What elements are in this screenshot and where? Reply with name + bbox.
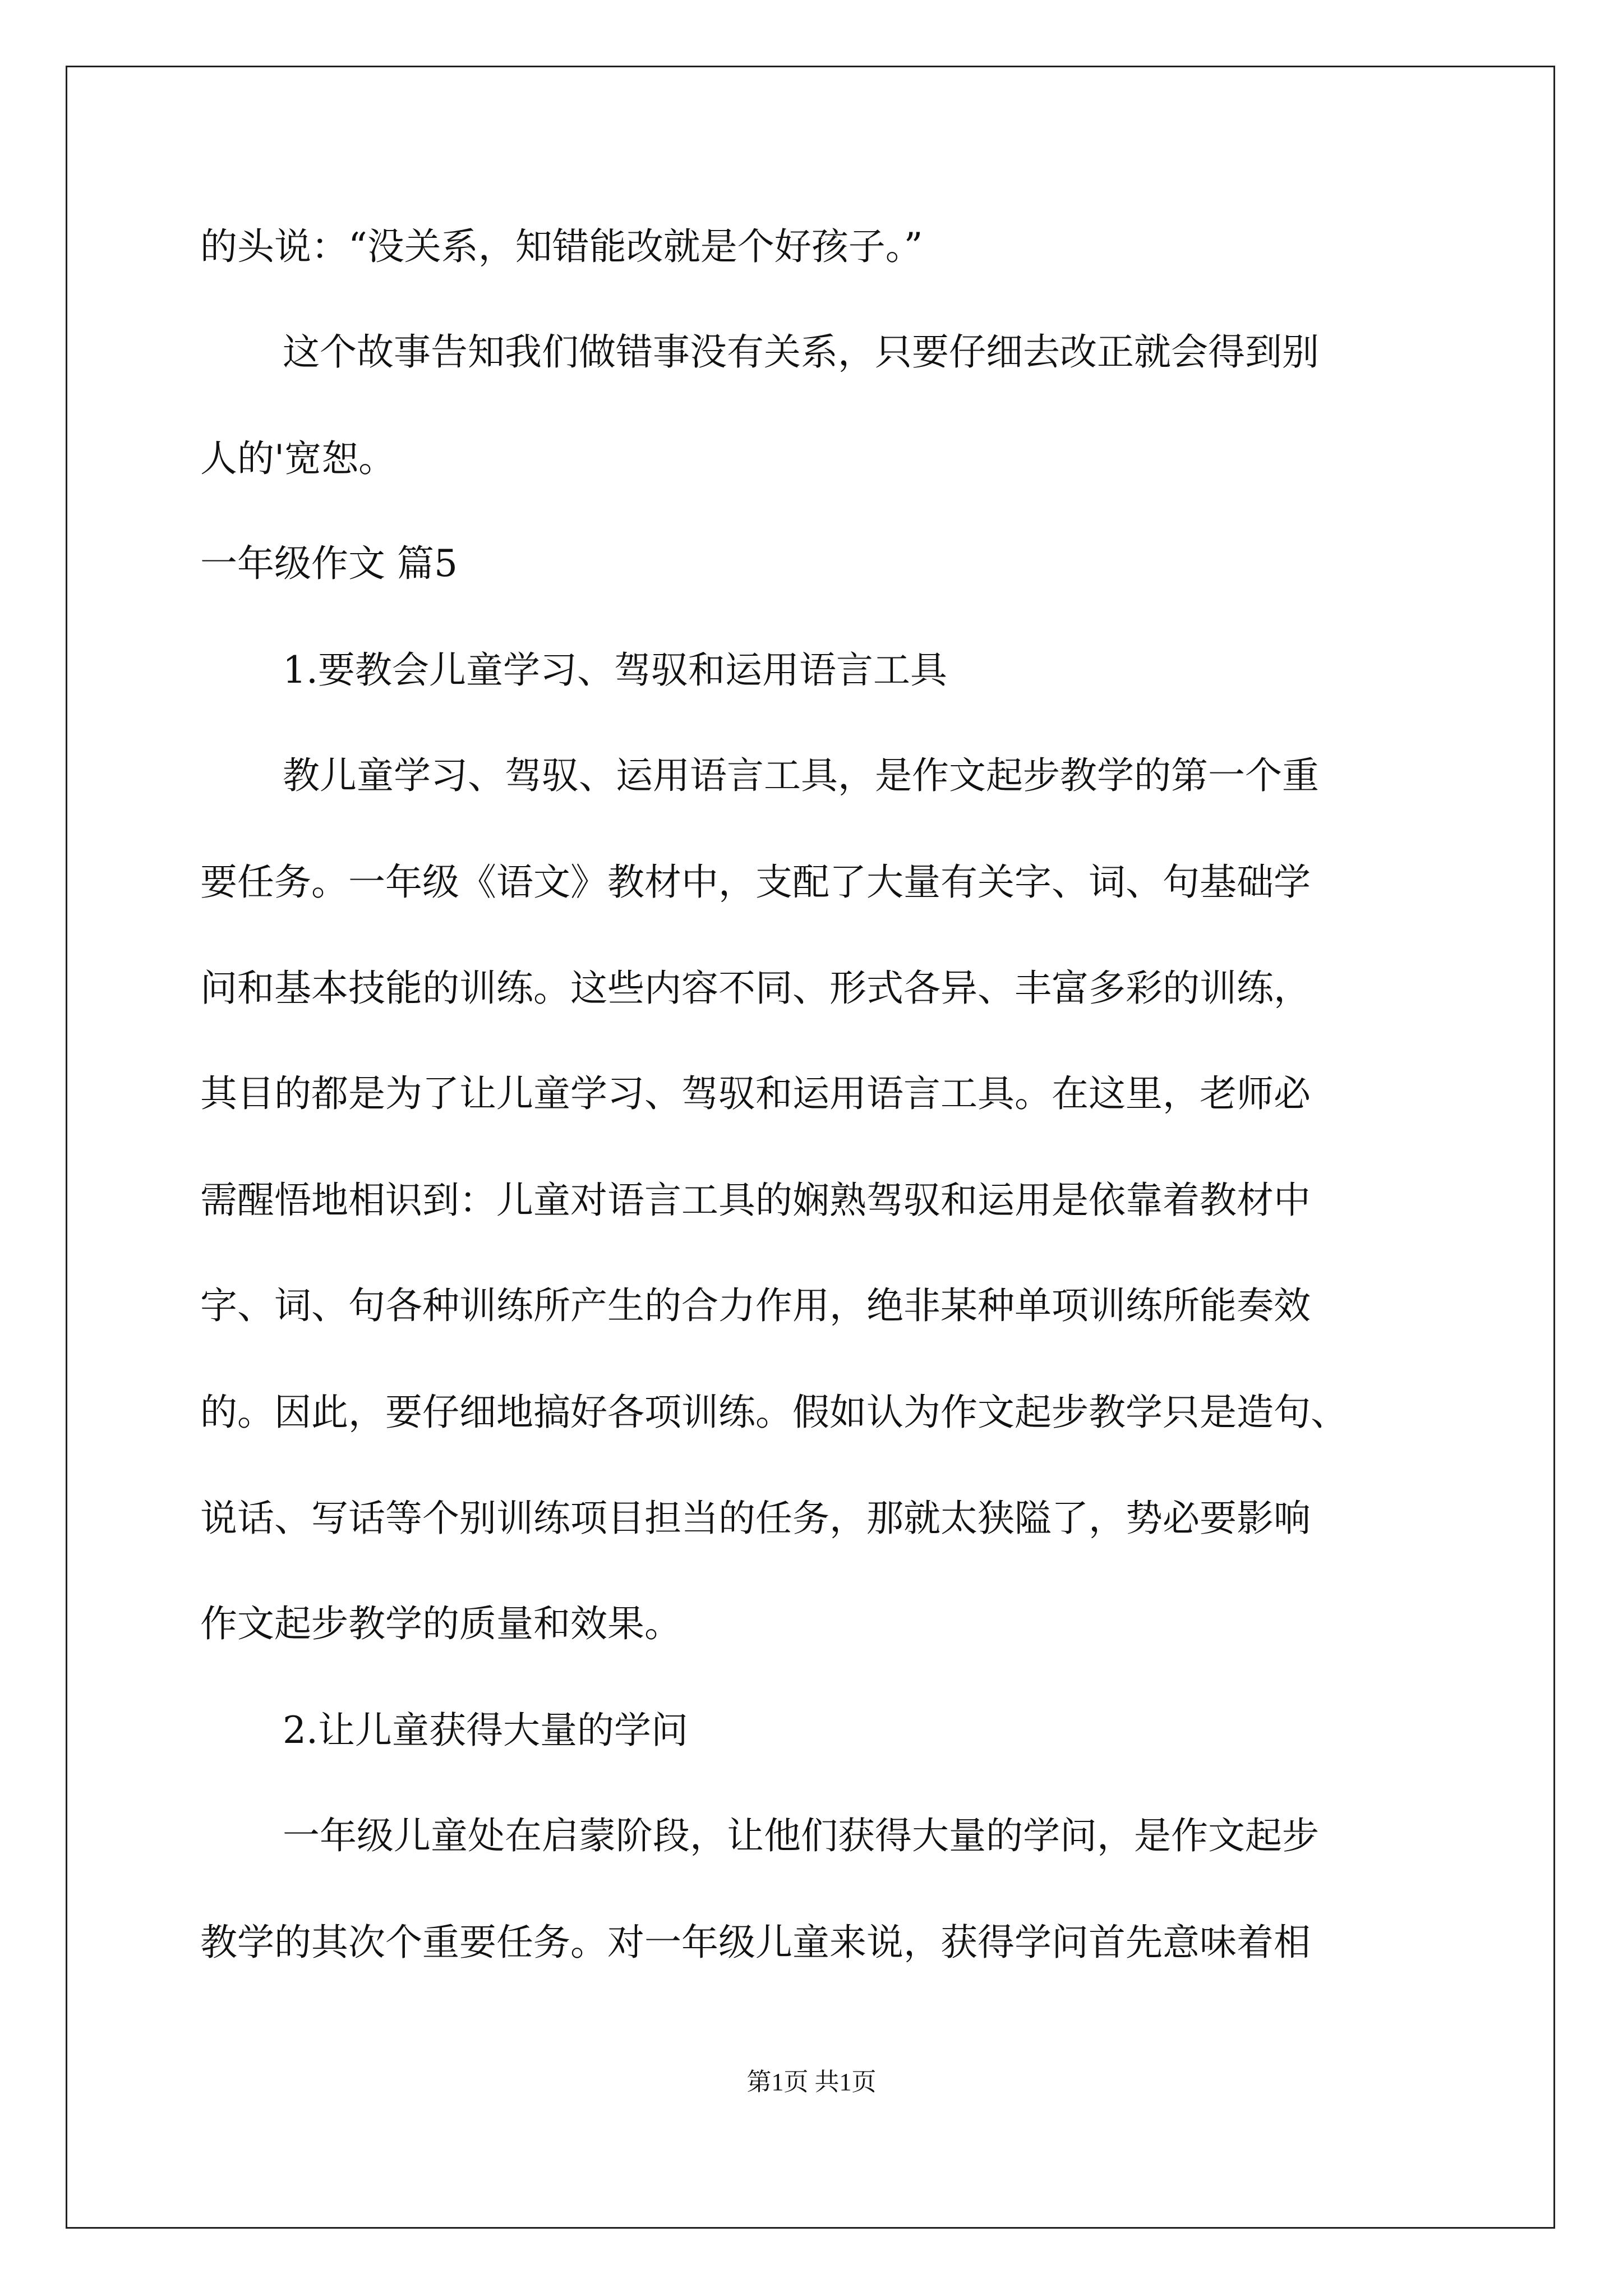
text-line: 要任务。一年级《语文》教材中，支配了大量有关字、词、句基础学	[200, 861, 1311, 904]
text-line: 人的'宽恕。	[200, 437, 396, 480]
text-line: 说话、写话等个别训练项目担当的任务，那就太狭隘了，势必要影响	[200, 1497, 1311, 1540]
text-line: 字、词、句各种训练所产生的合力作用，绝非某种单项训练所能奏效	[200, 1284, 1311, 1327]
text-line: 这个故事告知我们做错事没有关系，只要仔细去改正就会得到别	[283, 330, 1319, 374]
text-line: 一年级儿童处在启蒙阶段，让他们获得大量的学问，是作文起步	[283, 1814, 1319, 1857]
text-line: 其目的都是为了让儿童学习、驾驭和运用语言工具。在这里，老师必	[200, 1072, 1311, 1115]
text-line: 教儿童学习、驾驭、运用语言工具，是作文起步教学的第一个重	[283, 754, 1319, 797]
text-line: 的。因此，要仔细地搞好各项训练。假如认为作文起步教学只是造句、	[200, 1391, 1348, 1434]
text-line: 需醒悟地相识到：儿童对语言工具的娴熟驾驭和运用是依靠着教材中	[200, 1179, 1311, 1222]
text-line: 的头说：“没关系，知错能改就是个好孩子。”	[200, 225, 923, 268]
section-heading: 一年级作文 篇5	[200, 542, 458, 585]
text-line: 问和基本技能的训练。这些内容不同、形式各异、丰富多彩的训练，	[200, 967, 1311, 1010]
page-footer: 第1页 共1页	[746, 2068, 877, 2096]
text-line: 1.要教会儿童学习、驾驭和运用语言工具	[283, 648, 947, 692]
text-line: 2.让儿童获得大量的学问	[283, 1709, 688, 1752]
text-line: 教学的其次个重要任务。对一年级儿童来说，获得学问首先意味着相	[200, 1921, 1311, 1964]
text-line: 作文起步教学的质量和效果。	[200, 1602, 681, 1645]
page-border	[66, 66, 1555, 2229]
